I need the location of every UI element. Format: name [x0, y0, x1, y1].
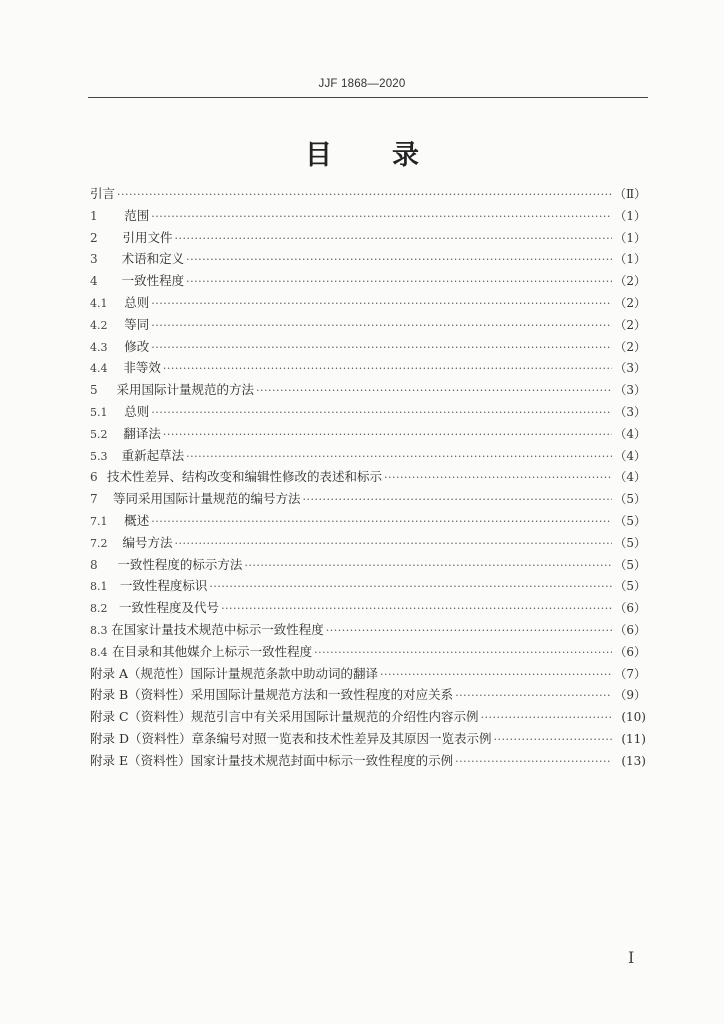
dot-leader: [326, 624, 612, 637]
dot-leader: [494, 733, 612, 746]
toc-entry[interactable]: [90, 685, 646, 707]
dot-leader: [303, 493, 613, 506]
toc-entry-number: 4.4: [90, 362, 108, 376]
toc-entry[interactable]: [90, 642, 646, 664]
toc-entry-page: （5）: [614, 513, 646, 528]
toc-entry-page: （3）: [614, 404, 646, 419]
toc-entry-title: 重新起草法: [121, 447, 185, 463]
dot-leader: [151, 297, 612, 310]
toc-entry-title: 采用国际计量规范方法和一致性程度的对应关系: [190, 687, 454, 703]
toc-entry[interactable]: [90, 358, 646, 380]
toc-entry[interactable]: [90, 380, 646, 402]
toc-entry-title: 国际计量规范条款中助动词的翻译: [190, 665, 379, 681]
toc-entry-title: 非等效: [123, 360, 161, 376]
toc-entry-title: 章条编号对照一览表和技术性差异及其原因一览表示例: [191, 730, 492, 746]
toc-entry[interactable]: [90, 664, 646, 686]
toc-entry-number: 7.1: [90, 514, 108, 528]
toc-entry-number: 4.3: [90, 340, 108, 354]
toc-entry-page: （7）: [614, 666, 646, 681]
toc-entry[interactable]: [90, 620, 646, 642]
toc-entry-title: 引言: [90, 186, 116, 201]
toc-entry-number: 8.2: [90, 602, 108, 616]
toc-entry-page: (10): [621, 710, 646, 725]
page-title: [0, 133, 724, 172]
toc-entry[interactable]: [90, 729, 646, 751]
toc-entry-page: （3）: [614, 361, 646, 376]
toc-entry-number: 5.3: [90, 449, 108, 463]
page-number: I: [628, 948, 635, 967]
toc-entry-title: 翻译法: [123, 425, 161, 441]
toc-entry-page: （2）: [614, 274, 646, 289]
toc-entry-page: (11): [621, 731, 646, 746]
toc-entry-page: （5）: [614, 579, 646, 594]
toc-entry-number: 5.2: [90, 427, 108, 441]
toc-entry-title: 规范引言中有关采用国际计量规范的介绍性内容示例: [191, 709, 479, 725]
toc-entry-title: 一致性程度: [121, 273, 185, 289]
toc-entry-number: 附录 C（资料性）: [90, 709, 192, 725]
toc-entry-title: 编号方法: [122, 534, 173, 550]
toc-entry-title: 总则: [124, 403, 150, 419]
dot-leader: [314, 646, 612, 659]
toc-entry-number: 7: [90, 492, 98, 507]
toc-entry[interactable]: [90, 249, 646, 271]
toc-entry-number: 6: [90, 470, 98, 485]
toc-entry-number: 附录 B（资料性）: [90, 687, 191, 703]
dot-leader: [455, 689, 612, 702]
toc-entry-title: 等同: [124, 316, 150, 332]
toc-entry-number: 5: [90, 383, 98, 398]
dot-leader: [175, 537, 612, 550]
dot-leader: [151, 341, 612, 354]
toc-entry-title: 在国家计量技术规范中标示一致性程度: [111, 621, 324, 637]
toc-entry-title: 术语和定义: [121, 251, 185, 267]
title-char-left: 目: [305, 140, 332, 171]
toc-entry-page: （1）: [614, 208, 646, 223]
dot-leader: [163, 428, 612, 441]
toc-entry-number: 附录 E（资料性）: [90, 752, 191, 768]
toc-entry-title: 采用国际计量规范的方法: [116, 382, 254, 398]
toc-entry[interactable]: [90, 511, 646, 533]
toc-entry-page: （Ⅱ）: [614, 187, 647, 201]
toc-entry[interactable]: [90, 184, 646, 206]
toc-entry-page: （4）: [614, 470, 646, 485]
toc-entry-number: 8.4: [90, 645, 108, 659]
dot-leader: [163, 362, 612, 375]
toc-entry-number: 4: [90, 274, 98, 289]
toc-entry-title: 技术性差异、结构改变和编辑性修改的表述和标示: [106, 469, 382, 485]
toc-entry-title: 一致性程度的标示方法: [117, 556, 243, 572]
toc-entry[interactable]: [90, 424, 646, 446]
toc-entry-page: （2）: [614, 295, 646, 310]
dot-leader: [221, 602, 612, 615]
toc-entry-page: （4）: [614, 426, 646, 441]
toc-entry-page: （6）: [614, 622, 646, 637]
toc-entry-page: （2）: [614, 317, 646, 332]
dot-leader: [244, 559, 612, 572]
dot-leader: [481, 711, 612, 724]
toc-entry-title: 国家计量技术规范封面中标示一致性程度的示例: [190, 752, 454, 768]
toc-entry-title: 修改: [124, 338, 150, 354]
toc-entry[interactable]: [90, 598, 646, 620]
dot-leader: [380, 668, 612, 681]
toc-entry-page: （3）: [614, 383, 646, 398]
toc-entry[interactable]: [90, 533, 646, 555]
dot-leader: [151, 319, 612, 332]
toc-entry[interactable]: [90, 228, 646, 250]
toc-entry-number: 8.3: [90, 623, 108, 637]
title-char-right: 录: [392, 140, 419, 171]
toc-entry-page: （6）: [614, 644, 646, 659]
toc-entry-title: 概述: [124, 512, 150, 528]
toc-entry[interactable]: [90, 555, 646, 577]
table-of-contents: [90, 184, 646, 773]
toc-entry[interactable]: [90, 489, 646, 511]
toc-entry-number: 附录 D（资料性）: [90, 730, 192, 746]
toc-entry-page: （9）: [614, 688, 646, 703]
toc-entry-page: （6）: [614, 601, 646, 616]
toc-entry-number: 8.1: [90, 580, 108, 594]
dot-leader: [175, 232, 612, 245]
toc-entry-number: 1: [90, 208, 98, 223]
toc-entry-number: 4.1: [90, 296, 108, 310]
toc-entry[interactable]: [90, 751, 646, 773]
document-code-header: JJF 1868—2020: [318, 78, 406, 90]
toc-entry[interactable]: [90, 337, 646, 359]
dot-leader: [151, 515, 612, 528]
toc-entry-page: （1）: [614, 230, 646, 245]
toc-entry-page: （4）: [614, 448, 646, 463]
toc-entry-title: 引用文件: [122, 229, 173, 245]
dot-leader: [209, 580, 612, 593]
toc-entry-title: 一致性程度标识: [119, 578, 208, 594]
toc-entry-number: 8: [90, 557, 98, 572]
toc-entry[interactable]: [90, 271, 646, 293]
toc-entry-title: 在目录和其他媒介上标示一致性程度: [112, 643, 313, 659]
dot-leader: [151, 406, 612, 419]
dot-leader: [256, 384, 612, 397]
toc-entry[interactable]: [90, 206, 646, 228]
toc-entry[interactable]: [90, 467, 646, 489]
toc-entry-page: （5）: [614, 535, 646, 550]
dot-leader: [384, 471, 612, 484]
dot-leader: [186, 450, 612, 463]
dot-leader: [151, 210, 612, 223]
toc-entry-page: （5）: [614, 557, 646, 572]
toc-entry-number: 5.1: [90, 405, 108, 419]
toc-entry-number: 4.2: [90, 318, 108, 332]
toc-entry-title: 总则: [124, 294, 150, 310]
toc-entry[interactable]: [90, 707, 646, 729]
toc-entry[interactable]: [90, 315, 646, 337]
dot-leader: [117, 188, 612, 201]
toc-entry-number: 2: [90, 230, 98, 245]
toc-entry-title: 一致性程度及代号: [119, 600, 220, 616]
toc-entry-title: 范围: [124, 207, 150, 223]
toc-entry-page: （5）: [614, 492, 646, 507]
toc-entry-page: (13): [621, 753, 646, 768]
toc-entry[interactable]: [90, 293, 646, 315]
toc-entry-number: 附录 A（规范性）: [90, 665, 191, 681]
toc-entry[interactable]: [90, 576, 646, 598]
header-rule: [88, 97, 648, 98]
toc-entry-number: 3: [90, 252, 98, 267]
dot-leader: [186, 275, 612, 288]
toc-entry-page: （1）: [614, 252, 646, 267]
toc-entry-page: （2）: [614, 339, 646, 354]
toc-entry-title: 等同采用国际计量规范的编号方法: [112, 491, 301, 507]
toc-entry[interactable]: [90, 402, 646, 424]
dot-leader: [455, 755, 612, 768]
toc-entry[interactable]: [90, 446, 646, 468]
dot-leader: [186, 253, 612, 266]
toc-entry-number: 7.2: [90, 536, 108, 550]
